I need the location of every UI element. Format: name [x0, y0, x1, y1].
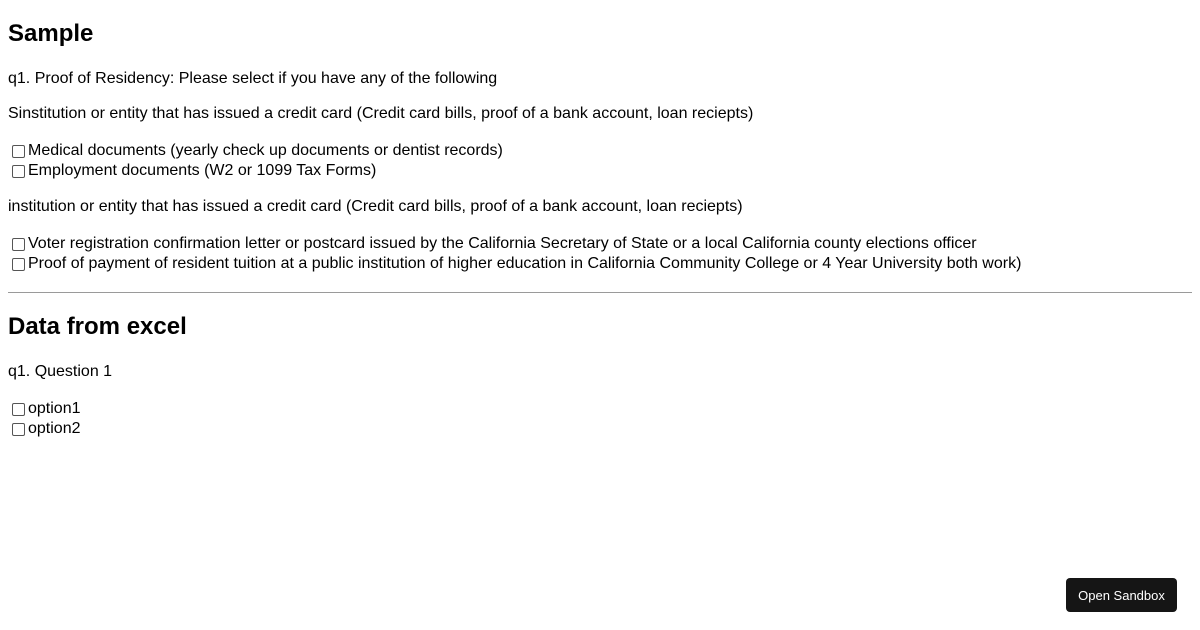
excel-checkbox-group: [8, 399, 1192, 439]
excel-question: q1. Question 1: [8, 363, 113, 380]
checkbox-row-employment[interactable]: [8, 161, 1192, 181]
employment-documents-checkbox[interactable]: [12, 165, 25, 178]
checkbox-label: option2: [28, 420, 81, 437]
checkbox-row-tuition[interactable]: [8, 254, 1192, 274]
checkbox-label: option1: [28, 400, 81, 417]
checkbox-label: Medical documents (yearly check up documents or dentist records): [28, 142, 503, 159]
medical-documents-checkbox[interactable]: [12, 145, 25, 158]
voter-registration-checkbox[interactable]: [12, 238, 25, 251]
sample-intro-text: Sinstitution or entity that has issued a credit card (Credit card bills, proof of a bank account, loan reciepts): [8, 105, 754, 122]
sample-middle-text: institution or entity that has issued a credit card (Credit card bills, proof of a bank account, loan reciepts): [8, 198, 743, 215]
resident-tuition-checkbox[interactable]: [12, 258, 25, 271]
checkbox-row-option1[interactable]: [8, 399, 1192, 419]
checkbox-row-option2[interactable]: [8, 419, 1192, 439]
option1-checkbox[interactable]: [12, 403, 25, 416]
sample-checkbox-group-2: [8, 234, 1192, 274]
checkbox-row-voter[interactable]: [8, 234, 1192, 254]
form-page: [8, 0, 1192, 439]
checkbox-label: Proof of payment of resident tuition at a public institution of higher education in California Community College or 4 Year University both work): [28, 255, 1022, 272]
checkbox-label: Employment documents (W2 or 1099 Tax Forms): [28, 162, 377, 179]
open-sandbox-button[interactable]: Open Sandbox: [1066, 578, 1177, 612]
excel-heading: Data from excel: [8, 313, 187, 340]
option2-checkbox[interactable]: [12, 423, 25, 436]
sample-question: q1. Proof of Residency: Please select if you have any of the following: [8, 70, 498, 87]
sample-checkbox-group-1: [8, 141, 1192, 181]
section-divider: [8, 292, 1192, 293]
sample-heading: Sample: [8, 20, 94, 47]
checkbox-row-medical[interactable]: [8, 141, 1192, 161]
checkbox-label: Voter registration confirmation letter or postcard issued by the California Secretary of State or a local California county elections officer: [28, 235, 977, 252]
